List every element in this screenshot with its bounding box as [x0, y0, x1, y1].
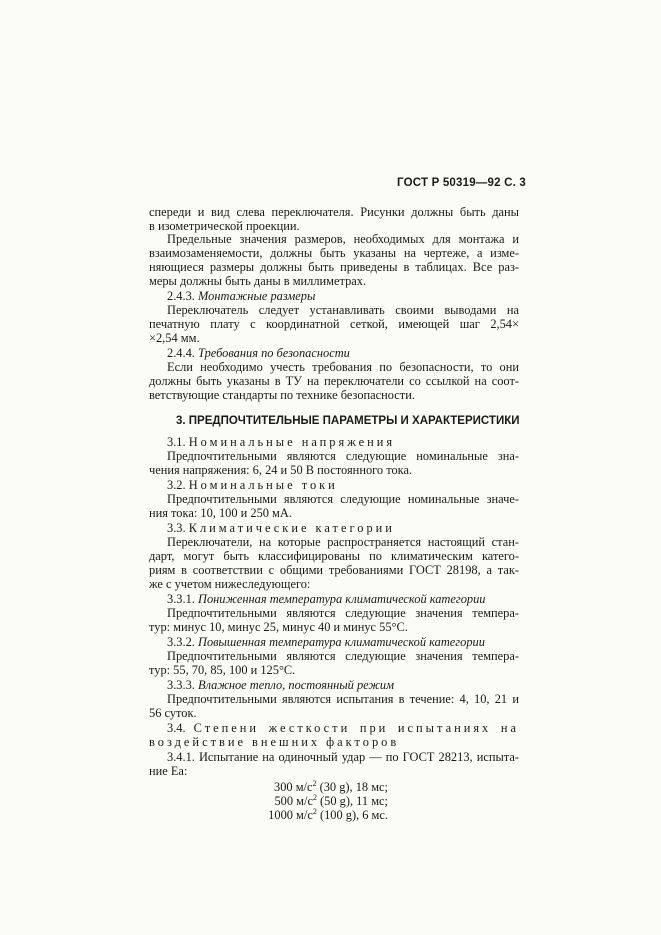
section-title: Номинальные токи — [188, 478, 338, 492]
equation-line: 500 $м/с^2$ (50 g), 11 мс; — [274, 793, 388, 809]
text-line: 56 суток. — [149, 706, 197, 720]
text-line: Предельные значения размеров, необходимых для монтажа и — [167, 232, 519, 246]
section-number: 3.1. — [167, 435, 186, 449]
section-number: 3.2. — [167, 478, 186, 492]
text-line: тур: 55, 70, 85, 100 и 125°С. — [149, 663, 296, 677]
text-line: дарт, могут быть классифицированы по климатическим катего- — [149, 549, 519, 563]
text-line: чения напряжения: 6, 24 и 50 В постоянного тока. — [149, 463, 413, 477]
page-header: ГОСТ Р 50319—92 С. 3 — [397, 177, 526, 189]
section-heading — [167, 435, 395, 449]
text-line: печатную плату с координатной сеткой, имеющей шаг 2,54× — [149, 317, 519, 331]
text-line: Если необходимо учесть требования по безопасности, то они — [167, 360, 519, 374]
section-number: 3.3.3. — [167, 678, 195, 692]
section-number: 3.3. — [167, 521, 186, 535]
text-line: ветствующие стандарты по технике безопасности. — [149, 388, 415, 402]
text-line: 3.4.1. Испытание на одиночный удар — по ГОСТ 28213, испыта- — [167, 750, 519, 764]
text-line: должны быть указаны в ТУ на переключатели со ссылкой на соот- — [149, 374, 519, 388]
text-line: же с учетом нижеследующего: — [149, 577, 311, 591]
text-line: Предпочтительными являются следующие номинальные значе- — [167, 492, 519, 506]
section-title: Пониженная температура климатической категории — [198, 592, 486, 606]
equation-line: 1000 $м/с^2$ (100 g), 6 мс. — [268, 807, 388, 823]
section-title: Климатические категории — [188, 521, 395, 535]
equation-line: 300 $м/с^2$ (30 g), 18 мс; — [274, 779, 388, 795]
text-line: спереди и вид слева переключателя. Рисунки должны быть даны — [149, 205, 519, 219]
section-number: 3.3.1. — [167, 592, 195, 606]
chapter-title: 3. ПРЕДПОЧТИТЕЛЬНЫЕ ПАРАМЕТРЫ И ХАРАКТЕРИСТИКИ — [176, 415, 520, 427]
text-line: риям в соответствии с общими требованиями ГОСТ 28198, а так- — [149, 563, 519, 577]
section-title: Монтажные размеры — [198, 289, 316, 303]
text-line: ×2,54 мм. — [149, 331, 200, 345]
text-line: тур: минус 10, минус 25, минус 40 и минус 55°С. — [149, 620, 408, 634]
text-line: Предпочтительными являются следующие значения темпера- — [167, 649, 519, 663]
section-heading — [167, 592, 485, 606]
section-title: Повышенная температура климатической категории — [198, 635, 485, 649]
text-line: Предпочтительными являются следующие значения темпера- — [167, 606, 519, 620]
text-line: ние Еа: — [149, 764, 188, 778]
section-heading — [167, 521, 395, 535]
section-heading — [167, 346, 350, 360]
section-heading — [167, 289, 315, 303]
section-title-continued: воздействие внешних факторов — [149, 735, 400, 749]
section-heading — [167, 478, 338, 492]
section-title: Номинальные напряжения — [188, 435, 396, 449]
text-line: Предпочтительными являются следующие номинальные зна- — [167, 449, 519, 463]
text-line: меры должны быть даны в миллиметрах. — [149, 274, 367, 288]
section-number: 2.4.3. — [167, 289, 195, 303]
text-line: Переключатель следует устанавливать своими выводами на — [167, 303, 519, 317]
text-line: Предпочтительными являются испытания в течение: 4, 10, 21 и — [167, 692, 519, 706]
section-number: 3.3.2. — [167, 635, 195, 649]
text-line: в изометрической проекции. — [149, 219, 300, 233]
section-title: Степени жесткости при испытаниях на — [193, 721, 519, 735]
text-line: няющиеся размеры должны быть приведены в таблицах. Все раз- — [149, 260, 519, 274]
section-heading — [167, 721, 519, 735]
section-title: Влажное тепло, постоянный режим — [198, 678, 394, 692]
text-line: ния тока: 10, 100 и 250 мА. — [149, 506, 292, 520]
section-number: 3.4. — [167, 721, 186, 735]
section-heading — [167, 678, 394, 692]
section-number: 2.4.4. — [167, 346, 195, 360]
text-line: взаимозаменяемости, должны быть указаны на чертеже, а изме- — [149, 246, 519, 260]
text-line: Переключатели, на которые распространяется настоящий стан- — [167, 535, 519, 549]
section-heading — [167, 635, 485, 649]
section-title: Требования по безопасности — [198, 346, 350, 360]
